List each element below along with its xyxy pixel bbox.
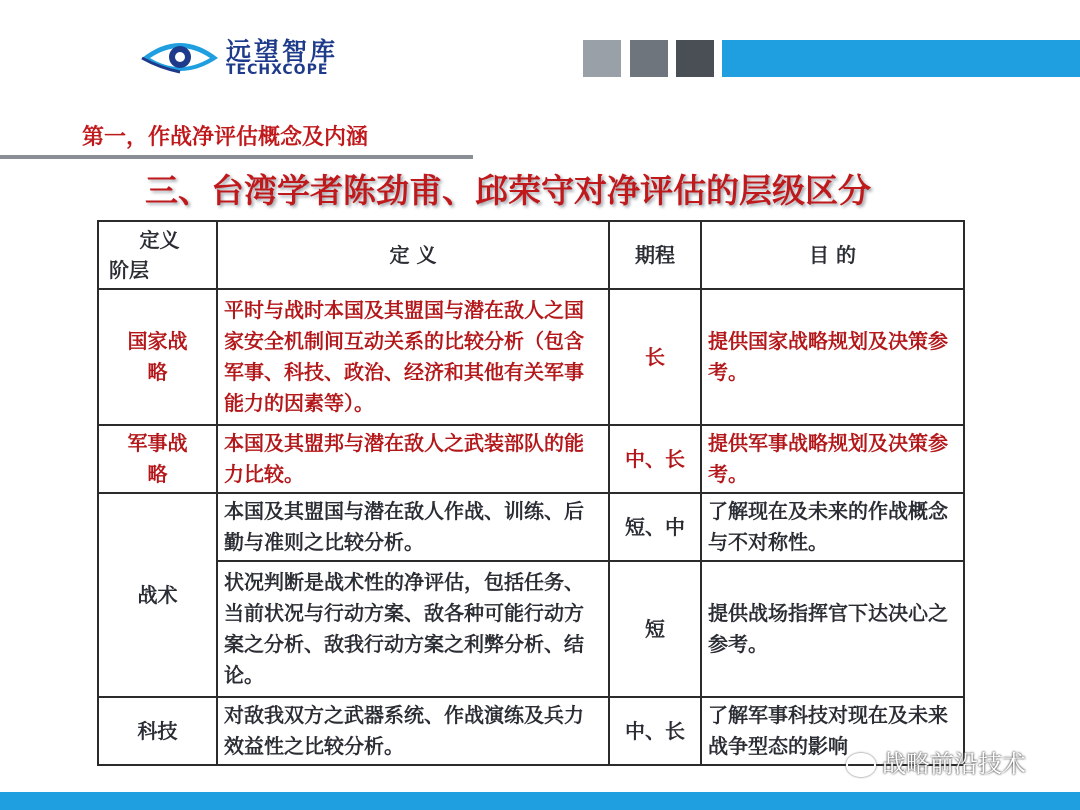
period-cell: 中、长 xyxy=(609,425,701,493)
purpose-cell: 提供军事战略规划及决策参考。 xyxy=(701,425,964,493)
wechat-icon xyxy=(846,753,876,777)
purpose-cell: 提供战场指挥官下达决心之参考。 xyxy=(701,561,964,697)
definition-cell: 本国及其盟邦与潜在敌人之武装部队的能力比较。 xyxy=(217,425,609,493)
watermark-text: 战略前沿技术 xyxy=(882,750,1026,778)
logo-chinese-text: 远望智库 xyxy=(226,37,339,66)
table-header-row xyxy=(98,221,964,289)
definition-cell: 平时与战时本国及其盟国与潜在敌人之国家安全机制间互动关系的比较分析（包含军事、科技、政治、经济和其他有关军事能力的因素等）。 xyxy=(217,289,609,425)
header-square-light xyxy=(583,40,621,77)
level-cell: 战术 xyxy=(98,493,217,697)
eye-logo-icon xyxy=(140,34,220,78)
definition-cell: 对敌我双方之武器系统、作战演练及兵力效益性之比较分析。 xyxy=(217,697,609,765)
purpose-cell: 了解现在及未来的作战概念与不对称性。 xyxy=(701,493,964,561)
header-period: 期程 xyxy=(609,221,701,289)
purpose-cell: 了解军事科技对现在及未来战争型态的影响 xyxy=(701,697,964,765)
header-definition: 定 义 xyxy=(217,221,609,289)
net-assessment-table xyxy=(97,220,965,766)
period-cell: 短、中 xyxy=(609,493,701,561)
level-cell: 军事战略 xyxy=(98,425,217,493)
header-corner-cell xyxy=(98,221,217,289)
table-row xyxy=(98,289,964,425)
footer-blue-bar xyxy=(0,792,1080,810)
slide-subtitle: 三、台湾学者陈劲甫、邱荣守对净评估的层级区分 xyxy=(145,171,871,210)
table-row xyxy=(98,493,964,561)
definition-cell: 状况判断是战术性的净评估，包括任务、当前状况与行动方案、敌各种可能行动方案之分析、敌我行动方案之利弊分析、结论。 xyxy=(217,561,609,697)
watermark xyxy=(846,744,1026,779)
header-square-mid xyxy=(630,40,668,77)
level-cell: 科技 xyxy=(98,697,217,765)
purpose-cell: 提供国家战略规划及决策参考。 xyxy=(701,289,964,425)
level-cell: 国家战略 xyxy=(98,289,217,425)
period-cell: 中、长 xyxy=(609,697,701,765)
table-row xyxy=(98,697,964,765)
logo-english-text: TECHXCOPE xyxy=(226,62,329,78)
corner-label-level: 阶层 xyxy=(109,258,149,282)
definition-cell: 本国及其盟国与潜在敌人作战、训练、后勤与准则之比较分析。 xyxy=(217,493,609,561)
section-divider xyxy=(0,155,473,159)
period-cell: 长 xyxy=(609,289,701,425)
section-title: 第一，作战净评估概念及内涵 xyxy=(82,125,369,150)
period-cell: 短 xyxy=(609,561,701,697)
corner-label-definition: 定义 xyxy=(139,228,180,252)
header-purpose: 目 的 xyxy=(701,221,964,289)
header-square-dark xyxy=(676,40,714,77)
table-row xyxy=(98,425,964,493)
logo xyxy=(140,30,345,86)
header-blue-bar xyxy=(722,40,1080,77)
table-row xyxy=(98,561,964,697)
